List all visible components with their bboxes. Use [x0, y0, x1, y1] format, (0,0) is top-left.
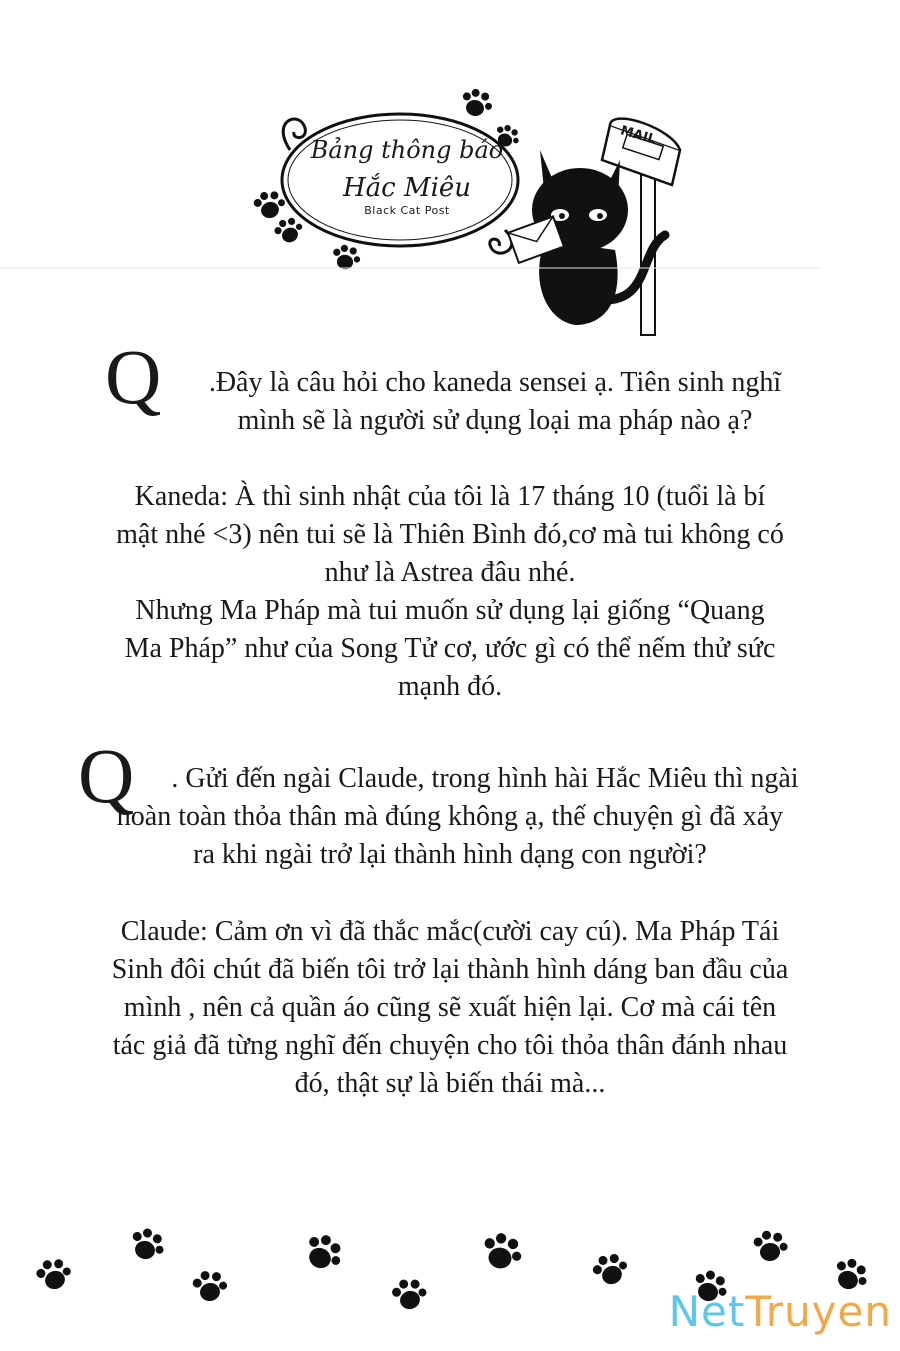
paw-print-icon [33, 1254, 75, 1294]
answer-2-name: Claude [120, 916, 201, 947]
paw-print-icon [589, 1248, 632, 1290]
answer-1-block [75, 478, 825, 706]
watermark-part2: Truyen [745, 1287, 892, 1336]
answer-1-name: Kaneda [134, 481, 221, 512]
question-2-line: ra khi ngài trở lại thành hình dạng con người? [193, 839, 707, 870]
paw-print-icon [332, 244, 361, 271]
answer-1-line: như là Astrea đâu nhé. [324, 557, 576, 588]
answer-2-block [75, 913, 825, 1103]
watermark-part1: Net [668, 1287, 746, 1336]
paw-print-icon [481, 1231, 525, 1272]
paw-print-icon [128, 1225, 168, 1263]
paw-print-icon [191, 1268, 229, 1304]
paw-print-icon [300, 1229, 348, 1275]
question-1-line: .Đây là câu hỏi cho kaneda sensei ạ. Tiên sinh nghĩ [208, 367, 782, 398]
answer-1-line [75, 478, 825, 516]
footer-paw-trail [0, 1180, 900, 1346]
paw-print-icon [460, 87, 495, 119]
answer-2-line [75, 913, 825, 951]
question-2-line: hoàn toàn thỏa thân mà đúng không ạ, thế chuyện gì đã xảy [116, 801, 784, 832]
header-banner [0, 0, 900, 340]
question-1-block [75, 364, 825, 440]
answer-2-line: Sinh đôi chút đã biến tôi trở lại thành hình dáng ban đầu của [111, 954, 789, 985]
paw-print-icon [271, 213, 306, 247]
answer-1-line: mật nhé <3) nên tui sẽ là Thiên Bình đó,cơ mà tui không có [116, 519, 784, 550]
question-1-marker: Q [105, 333, 162, 420]
mailbox-label: MAIL [618, 123, 658, 148]
answer-2-line: đó, thật sự là biến thái mà... [294, 1068, 606, 1099]
question-2-marker: Q [78, 732, 135, 819]
question-2-block [75, 760, 825, 874]
paw-print-icon [753, 1229, 789, 1262]
badge-title-line2: Hắc Miêu [342, 173, 472, 203]
question-1-line: mình sẽ là người sử dụng loại ma pháp nào ạ? [237, 405, 753, 436]
answer-1-text: : À thì sinh nhật của tôi là 17 tháng 10 (tuổi là bí [220, 481, 766, 512]
header-illustration [0, 0, 900, 340]
answer-2-line: tác giả đã từng nghĩ đến chuyện cho tôi thỏa thân đánh nhau [112, 1030, 788, 1061]
badge-subtitle: Black Cat Post [364, 204, 450, 217]
badge-title-line1: Bảng thông báo [310, 136, 504, 164]
answer-1-line: Ma Pháp” như của Song Tử cơ, ước gì có thể nếm thử sức [124, 633, 776, 664]
answer-2-text: : Cảm ơn vì đã thắc mắc(cười cay cú). Ma Pháp Tái [200, 916, 780, 947]
answer-1-line: mạnh đó. [397, 671, 503, 702]
paw-print-icon [389, 1275, 429, 1313]
watermark-logo [669, 1287, 892, 1336]
answer-2-line: mình , nên cả quần áo cũng sẽ xuất hiện lại. Cơ mà cái tên [123, 992, 777, 1023]
question-2-line: . Gửi đến ngài Claude, trong hình hài Hắc Miêu thì ngài [171, 763, 799, 794]
answer-1-line: Nhưng Ma Pháp mà tui muốn sử dụng lại giống “Quang [135, 595, 765, 626]
